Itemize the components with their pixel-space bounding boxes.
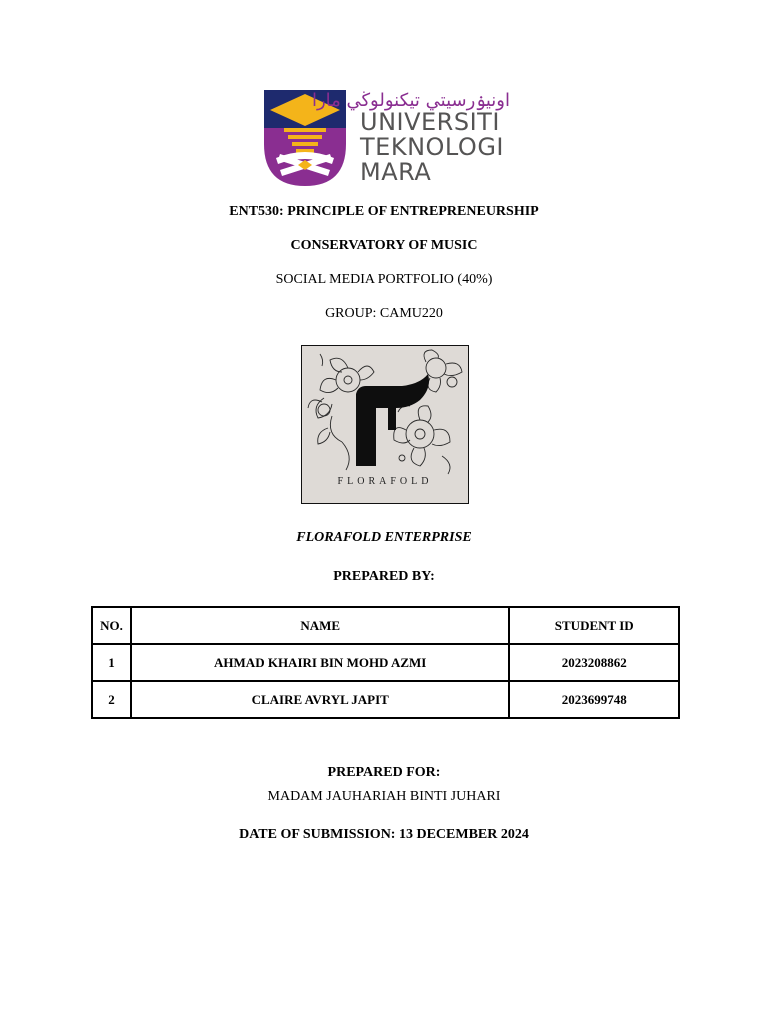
university-logo [262,86,512,190]
table-row [92,644,679,681]
column-header-name: NAME [131,607,509,644]
brand-logo [301,345,469,504]
university-name-line-2: TEKNOLOGI [360,133,504,161]
university-name-line-3: MARA [360,158,432,186]
submission-date: DATE OF SUBMISSION: 13 DECEMBER 2024 [239,827,529,842]
member-name: AHMAD KHAIRI BIN MOHD AZMI [131,644,509,681]
course-title: ENT530: PRINCIPLE OF ENTREPRENEURSHIP [229,204,539,219]
table-row [92,681,679,718]
prepared-by-label: PREPARED BY: [333,569,435,584]
group-code: GROUP: CAMU220 [325,306,443,321]
members-table [91,606,680,719]
column-header-student-id: STUDENT ID [509,607,679,644]
jawi-script-text [311,86,510,111]
member-student-id: 2023699748 [509,681,679,718]
floral-illustration-icon [302,346,468,476]
table-header-row [92,607,679,644]
enterprise-name: FLORAFOLD ENTERPRISE [296,530,472,545]
brand-wordmark: FLORAFOLD [337,476,433,487]
member-student-id: 2023208862 [509,644,679,681]
lecturer-name: MADAM JAUHARIAH BINTI JUHARI [267,789,501,804]
university-name [360,110,504,185]
faculty-name: CONSERVATORY OF MUSIC [290,238,478,253]
member-name: CLAIRE AVRYL JAPIT [131,681,509,718]
column-header-no: NO. [92,607,131,644]
assignment-title: SOCIAL MEDIA PORTFOLIO (40%) [275,272,493,287]
svg-text:اونيۏرسيتي تيكنولوڬي مارا: اونيۏرسيتي تيكنولوڬي مارا [311,90,510,111]
prepared-for-label: PREPARED FOR: [327,765,441,780]
member-number: 1 [92,644,131,681]
university-name-line-1: UNIVERSITI [360,108,500,136]
member-number: 2 [92,681,131,718]
